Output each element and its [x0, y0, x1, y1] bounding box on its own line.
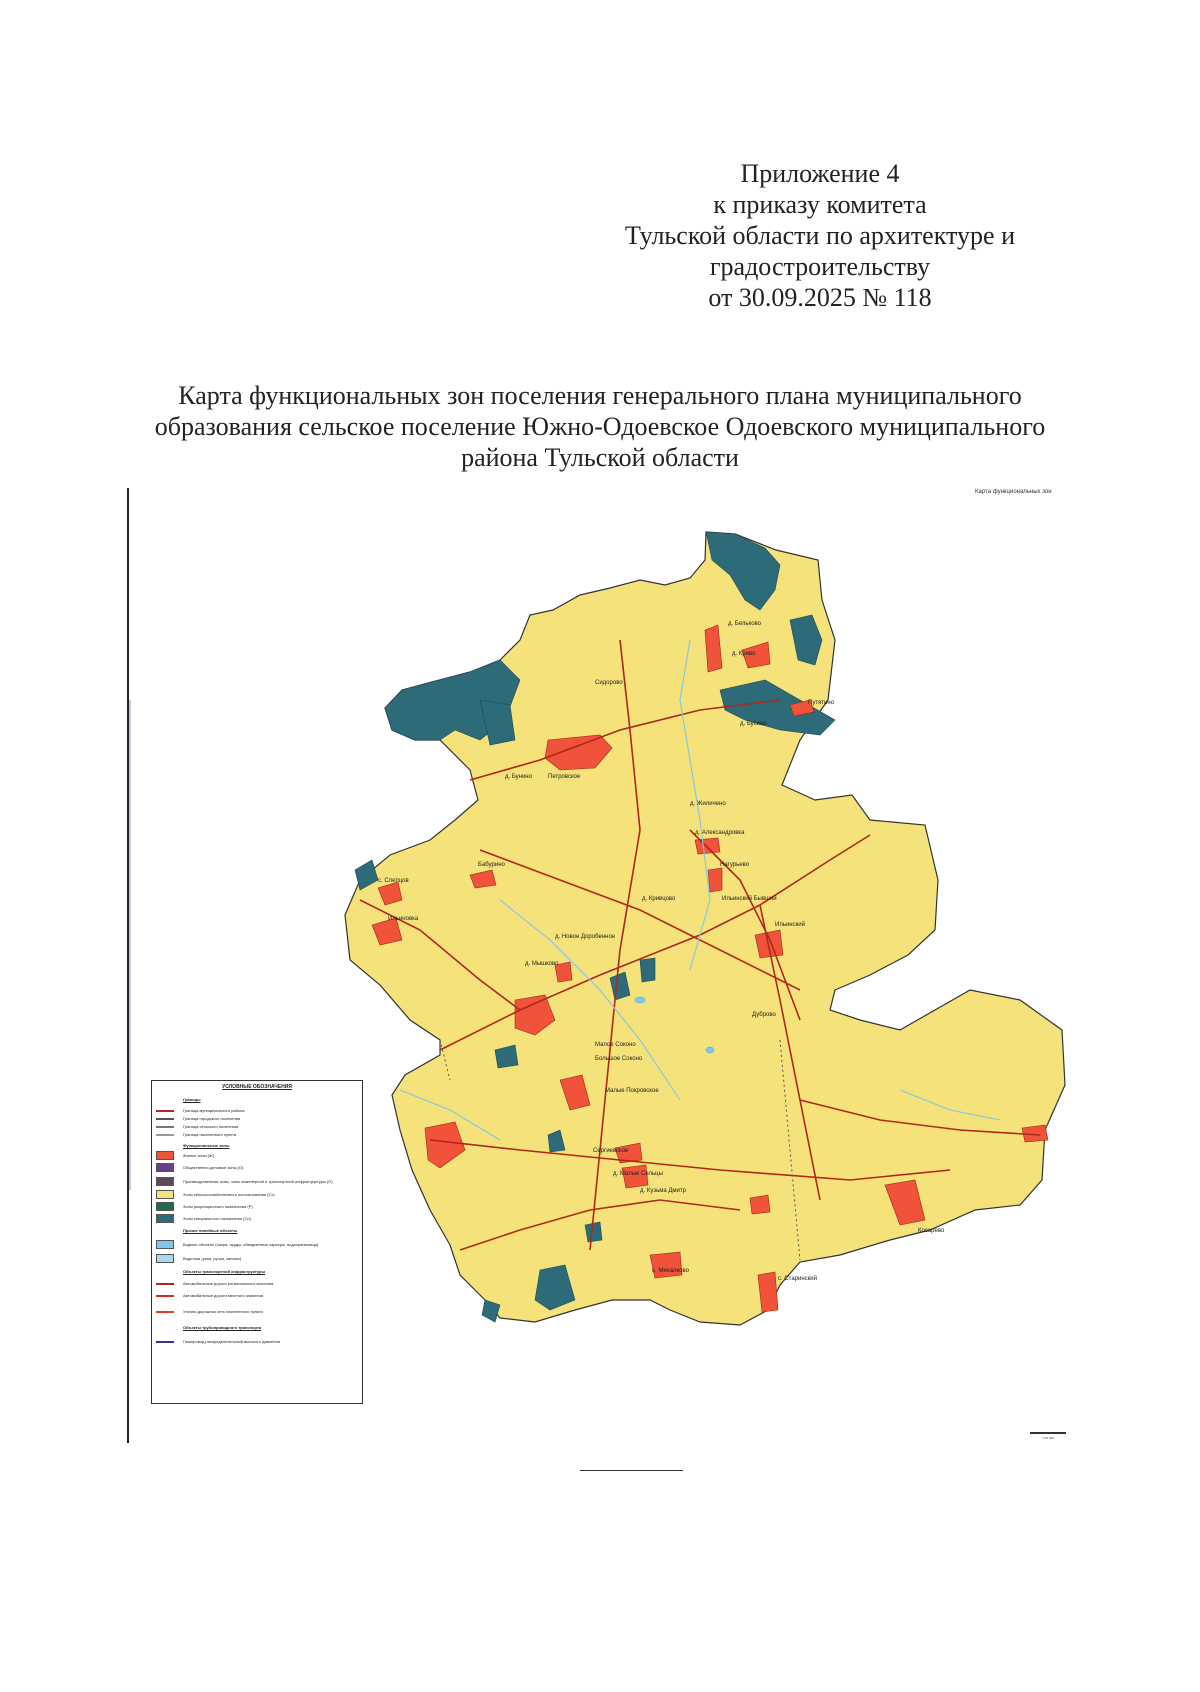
village-label: д. Бельково — [728, 621, 762, 627]
village-label: Бабурино — [478, 862, 505, 868]
village-label: Дуброво — [752, 1012, 776, 1018]
legend-line-symbol — [156, 1118, 174, 1120]
village-label: Косарево — [918, 1228, 945, 1234]
village-label: Ильинский — [775, 922, 805, 928]
legend-item — [156, 1177, 333, 1186]
residential-kryukovo — [708, 868, 722, 892]
forest-zone-center-2 — [640, 958, 655, 982]
legend-item-label: Жилые зоны (Ж) — [183, 1153, 215, 1158]
village-label: Малое Соконо — [595, 1042, 636, 1048]
legend-swatch — [156, 1177, 174, 1186]
residential-aleksandrovka — [695, 838, 720, 854]
title-line-3: района Тульской области — [461, 443, 739, 472]
legend-item-label: Автомобильные дороги регионального значения — [183, 1281, 274, 1286]
legend-swatch — [156, 1163, 174, 1172]
legend-line-symbol — [156, 1311, 174, 1313]
legend-item-label: Производственные зоны, зоны инженерной и транспортной инфраструктуры (П) — [183, 1179, 333, 1184]
legend-item-label: Границы — [183, 1097, 201, 1102]
village-label: с. Слепцов — [378, 878, 409, 884]
legend-item — [156, 1143, 229, 1148]
legend-swatch — [156, 1190, 174, 1199]
appendix-line-5: от 30.09.2025 № 118 — [708, 283, 932, 312]
village-label: Большое Соконо — [595, 1056, 643, 1062]
village-label: Ильинский Бывший — [722, 896, 777, 902]
title-line-1: Карта функциональных зон поселения генерального плана муниципального — [178, 381, 1022, 410]
legend-item — [156, 1163, 243, 1172]
appendix-line-2: к приказу комитета — [713, 190, 927, 219]
legend-item — [156, 1325, 261, 1330]
legend-item — [156, 1202, 253, 1211]
legend-item-label: Объекты трубопроводного транспорта — [183, 1325, 262, 1330]
appendix-line-4: градостроительству — [709, 252, 931, 281]
legend-item — [156, 1190, 275, 1199]
legend-item-label: Общественно-деловые зоны (О) — [183, 1165, 244, 1170]
forest-zone-south-3 — [585, 1222, 602, 1242]
village-label: с. Михалково — [652, 1268, 689, 1274]
legend-item — [156, 1132, 236, 1137]
legend-item-label: Объекты транспортной инфраструктуры — [183, 1269, 265, 1274]
legend-line-symbol — [156, 1126, 174, 1128]
legend-item — [156, 1240, 318, 1249]
village-label: Петровское — [548, 774, 581, 780]
legend-swatch — [156, 1214, 174, 1223]
residential-mihalkovo — [650, 1252, 682, 1278]
legend-item-label: Граница сельского поселения — [183, 1124, 239, 1129]
village-label: д. Мышково — [525, 961, 559, 967]
village-label: д. Жиличено — [690, 801, 726, 807]
scale-label: 1:25 000 — [1042, 1436, 1054, 1440]
legend-item-label: Водотоки (реки, ручьи, каналы) — [183, 1256, 242, 1261]
legend-item — [156, 1228, 237, 1233]
legend-item-label: Граница муниципального района — [183, 1108, 245, 1113]
village-label: Нагурьево — [720, 862, 750, 868]
legend-item-label: Зоны сельскохозяйственного использования (Сх) — [183, 1192, 275, 1197]
legend-item — [156, 1269, 265, 1274]
legend-item — [156, 1339, 280, 1344]
legend-item-label: Зоны рекреационного назначения (Р) — [183, 1204, 253, 1209]
village-label: д. Бусино — [740, 721, 767, 727]
legend-swatch — [156, 1254, 174, 1263]
legend-swatch — [156, 1240, 174, 1249]
legend-item-label: Автомобильные дороги местного значения — [183, 1293, 263, 1298]
legend-item — [156, 1124, 238, 1129]
legend-title: УСЛОВНЫЕ ОБОЗНАЧЕНИЯ — [222, 1084, 292, 1090]
legend-item — [156, 1309, 263, 1314]
legend-line-symbol — [156, 1110, 174, 1112]
village-label: д. Малые Сельцы — [613, 1171, 663, 1177]
legend-line-symbol — [156, 1295, 174, 1297]
legend-item-label: Прочие линейные объекты — [183, 1228, 238, 1233]
legend-item — [156, 1116, 240, 1121]
legend-item-label: Водные объекты (озера, пруды, обводненные карьеры, водохранилища) — [183, 1242, 319, 1247]
legend-swatch — [156, 1151, 174, 1160]
legend-item — [156, 1097, 201, 1102]
pond-2 — [706, 1047, 714, 1053]
appendix-line-1: Приложение 4 — [740, 159, 900, 188]
map-caption: Карта функциональных зон — [975, 489, 1052, 495]
map-legend — [151, 1080, 363, 1404]
title-line-2: образования сельское поселение Южно-Одоевское Одоевского муниципального — [154, 412, 1046, 441]
scale-bar-line — [1030, 1432, 1066, 1434]
legend-item — [156, 1108, 245, 1113]
village-label: д. Кузьма Дмитр — [640, 1188, 686, 1194]
legend-item-label: Зоны специального назначения (Сн) — [183, 1216, 251, 1221]
legend-line-symbol — [156, 1134, 174, 1136]
village-label: Сергиевское — [593, 1148, 629, 1154]
legend-item-label: Газопровод распределительный высокого давления — [183, 1339, 280, 1344]
pond-1 — [635, 997, 645, 1003]
legend-item-label: Функциональные зоны — [183, 1143, 230, 1148]
legend-item — [156, 1151, 214, 1160]
scale-bar — [1030, 1432, 1066, 1444]
legend-line-symbol — [156, 1341, 174, 1343]
bottom-rule — [580, 1470, 683, 1471]
legend-item — [156, 1281, 273, 1286]
legend-item — [156, 1214, 251, 1223]
village-label: д. Бунино — [505, 774, 532, 780]
legend-item — [156, 1254, 241, 1263]
village-label: д. Новое Доробенное — [555, 934, 616, 940]
village-label: д. Александровка — [695, 830, 745, 836]
village-label: д. Кривцово — [642, 896, 676, 902]
residential-south-center — [750, 1195, 770, 1214]
village-label: д. Криво — [732, 651, 756, 657]
legend-item-label: Граница населенного пункта — [183, 1132, 237, 1137]
legend-item — [156, 1293, 263, 1298]
legend-item-label: Улично-дорожная сеть населенного пункта — [183, 1309, 263, 1314]
appendix-line-3: Тульской области по архитектуре и — [625, 221, 1015, 250]
legend-swatch — [156, 1202, 174, 1211]
legend-line-symbol — [156, 1283, 174, 1285]
legend-item-label: Граница городского поселения — [183, 1116, 241, 1121]
village-label: Малые Покровское — [605, 1088, 659, 1094]
village-label: с. Старинский — [778, 1276, 818, 1282]
village-label: Сидорово — [595, 680, 623, 686]
village-label: Путятино — [808, 700, 835, 706]
village-label: Ильиновка — [388, 916, 419, 922]
